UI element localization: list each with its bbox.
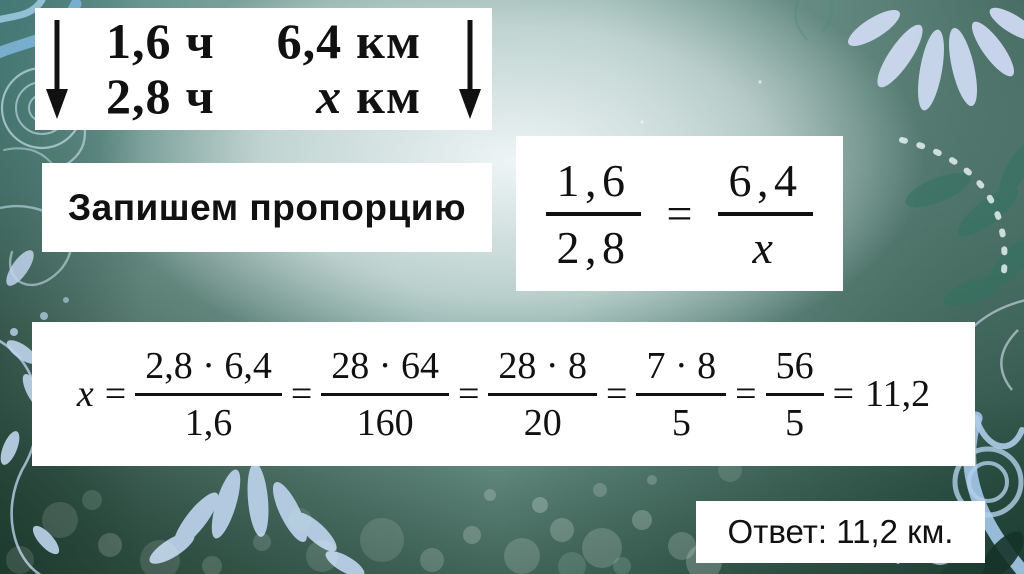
down-arrow-icon <box>43 17 71 121</box>
denominator: 160 <box>321 393 449 445</box>
equals-sign: = <box>606 373 628 415</box>
denominator: 5 <box>766 393 824 445</box>
ratio-table <box>106 14 421 124</box>
fraction <box>135 344 282 445</box>
fraction <box>488 344 597 445</box>
distance-value: 6,4 <box>276 13 343 69</box>
denominator: 20 <box>488 393 597 445</box>
down-arrow-icon <box>456 17 484 121</box>
denominator: 5 <box>636 393 726 445</box>
equals-sign: = <box>666 188 693 239</box>
fraction <box>718 154 812 274</box>
leaf-cluster-icon <box>843 2 1024 112</box>
equals-sign: = <box>832 373 855 415</box>
ratio-table-card <box>35 8 492 130</box>
fraction <box>636 344 726 445</box>
numerator: 1,6 <box>556 154 631 206</box>
equation-lhs: x <box>76 373 94 415</box>
fraction <box>766 344 824 445</box>
denominator: x <box>718 212 812 274</box>
time-value: 1,6 <box>105 13 172 69</box>
numerator: 6,4 <box>728 154 803 206</box>
distance-unit: км <box>356 13 422 69</box>
equals-sign: = <box>290 373 313 415</box>
time-unit: ч <box>185 13 215 69</box>
time-value: 2,8 <box>105 68 172 124</box>
title-card <box>42 163 492 252</box>
equation-card <box>32 322 975 466</box>
teal-leaves-icon <box>901 139 1024 313</box>
numerator: 28 · 64 <box>331 344 439 387</box>
twig-icon <box>796 0 832 40</box>
numerator: 7 · 8 <box>646 344 717 387</box>
answer-text: Ответ: 11,2 км. <box>727 513 954 550</box>
numerator: 28 · 8 <box>498 344 588 387</box>
distance-value: x <box>316 68 343 124</box>
equals-sign: = <box>735 373 757 415</box>
fraction <box>321 344 449 445</box>
slide-title: Запишем пропорцию <box>67 186 467 228</box>
equation-result: 11,2 <box>865 373 931 415</box>
time-unit: ч <box>185 68 215 124</box>
distance-unit: км <box>356 68 422 124</box>
numerator: 2,8 · 6,4 <box>145 344 272 387</box>
fraction <box>546 154 640 274</box>
equals-sign: = <box>104 373 127 415</box>
equals-sign: = <box>457 373 480 415</box>
proportion-card <box>516 136 843 291</box>
denominator: 2,8 <box>546 212 640 274</box>
numerator: 56 <box>775 344 814 387</box>
answer-card <box>696 501 985 563</box>
denominator: 1,6 <box>135 393 282 445</box>
